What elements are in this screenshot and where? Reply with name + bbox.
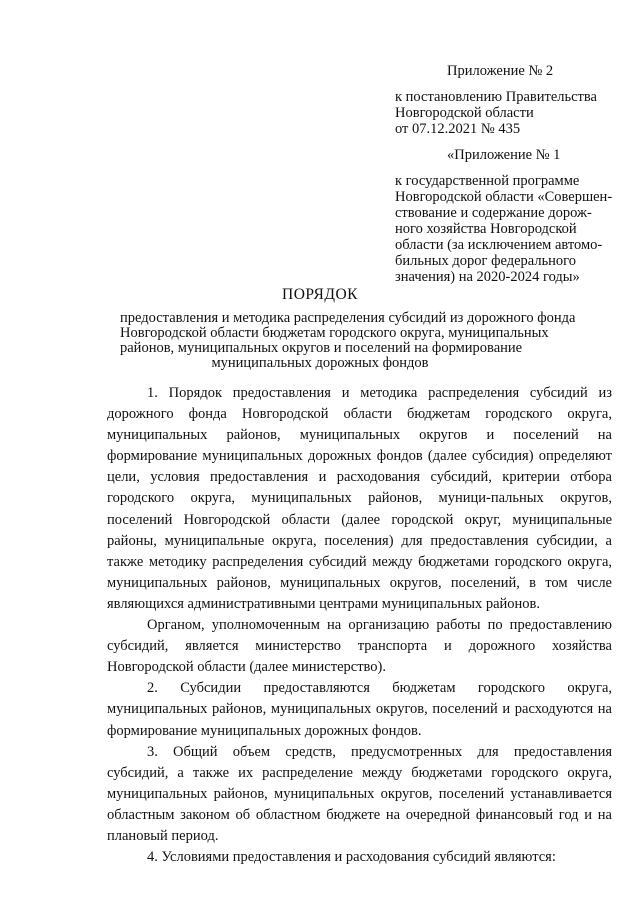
text-line: муниципальных районов, муниципальных округов и поселений на xyxy=(107,427,612,444)
appendix-1-block xyxy=(395,147,617,285)
document-title: ПОРЯДОК xyxy=(282,286,358,303)
text-line: Органом, уполномоченным на организацию работы по предоставлению xyxy=(147,617,612,634)
text-line: 2. Субсидии предоставляются бюджетам городского округа, xyxy=(147,680,612,697)
subtitle-line: предоставления и методика распределения субсидий из дорожного фонда xyxy=(120,310,576,326)
appendix-2-block xyxy=(395,63,617,137)
document-subtitle xyxy=(120,310,576,371)
appendix-1-title: «Приложение № 1 xyxy=(447,147,561,163)
text-line: являющихся административными центрами муниципальных районов. xyxy=(107,595,540,612)
text-line: 4. Условиями предоставления и расходования субсидий являются: xyxy=(147,849,556,866)
text-line: областным законом об областном бюджете на очередной финансовый год и на xyxy=(107,806,612,823)
document-body xyxy=(107,383,612,868)
appendix-2-title: Приложение № 2 xyxy=(447,63,554,79)
text-line: 3. Общий объем средств, предусмотренных для предоставления xyxy=(147,743,612,760)
subtitle-line: Новгородской области бюджетам городского округа, муниципальных xyxy=(120,325,549,341)
text-line: поселений Новгородской области (далее городской округ, муниципальные xyxy=(107,511,612,528)
text-line: формирование муниципальных дорожных фондов. xyxy=(107,722,422,739)
subtitle-line: муниципальных дорожных фондов xyxy=(211,355,429,371)
appendix-1-line: ствование и содержание дорож- xyxy=(395,205,592,221)
subtitle-line: районов, муниципальных округов и поселений на формирование xyxy=(120,340,523,356)
paragraph-1 xyxy=(107,383,612,615)
text-line: Новгородской области (далее министерство). xyxy=(107,659,386,676)
text-line: субсидий, является министерство транспорта и дорожного хозяйства xyxy=(107,638,612,655)
appendix-1-line: бильных дорог федерального xyxy=(395,253,577,269)
text-line: дорожного фонда Новгородской области бюджетам городского округа, xyxy=(107,406,612,423)
text-line: муниципальных районов, муниципальных округов, поселений, в том числе xyxy=(107,574,612,591)
paragraph-3 xyxy=(107,742,612,847)
text-line: плановый период. xyxy=(107,827,219,844)
appendix-1-line: к государственной программе xyxy=(395,173,580,189)
text-line: субсидий, а также их распределение между бюджетами городского округа, xyxy=(107,764,612,781)
text-line: районы, муниципальные округа, поселения) для предоставления субсидии, а xyxy=(107,532,612,549)
paragraph-2 xyxy=(107,678,612,741)
appendix-2-line: Новгородской области xyxy=(395,105,534,121)
paragraph-4 xyxy=(107,847,612,868)
appendix-1-line: Новгородской области «Совершен- xyxy=(395,189,613,205)
appendix-1-line: значения) на 2020-2024 годы» xyxy=(395,269,580,285)
text-line: цели, условия предоставления и расходования субсидий, критерии отбора xyxy=(107,469,612,486)
paragraph-authority xyxy=(107,615,612,678)
text-line: муниципальных районов, муниципальных округов, поселений и расходуются на xyxy=(107,701,612,718)
text-line: 1. Порядок предоставления и методика распределения субсидий из xyxy=(147,385,612,401)
text-line: городского округа, муниципальных районов, муници-пальных округов, xyxy=(107,490,612,507)
text-line: также методику распределения субсидий между бюджетами городского округа, xyxy=(107,553,612,570)
appendix-2-line: от 07.12.2021 № 435 xyxy=(395,121,521,137)
appendix-1-line: области (за исключением автомо- xyxy=(395,237,603,253)
appendix-2-line: к постановлению Правительства xyxy=(395,89,597,105)
appendix-1-line: ного хозяйства Новгородской xyxy=(395,221,577,237)
text-line: муниципальных районов, муниципальных округов, поселений устанавливается xyxy=(107,785,612,802)
text-line: формирование муниципальных дорожных фондов (далее субсидия) определяют xyxy=(107,448,612,465)
